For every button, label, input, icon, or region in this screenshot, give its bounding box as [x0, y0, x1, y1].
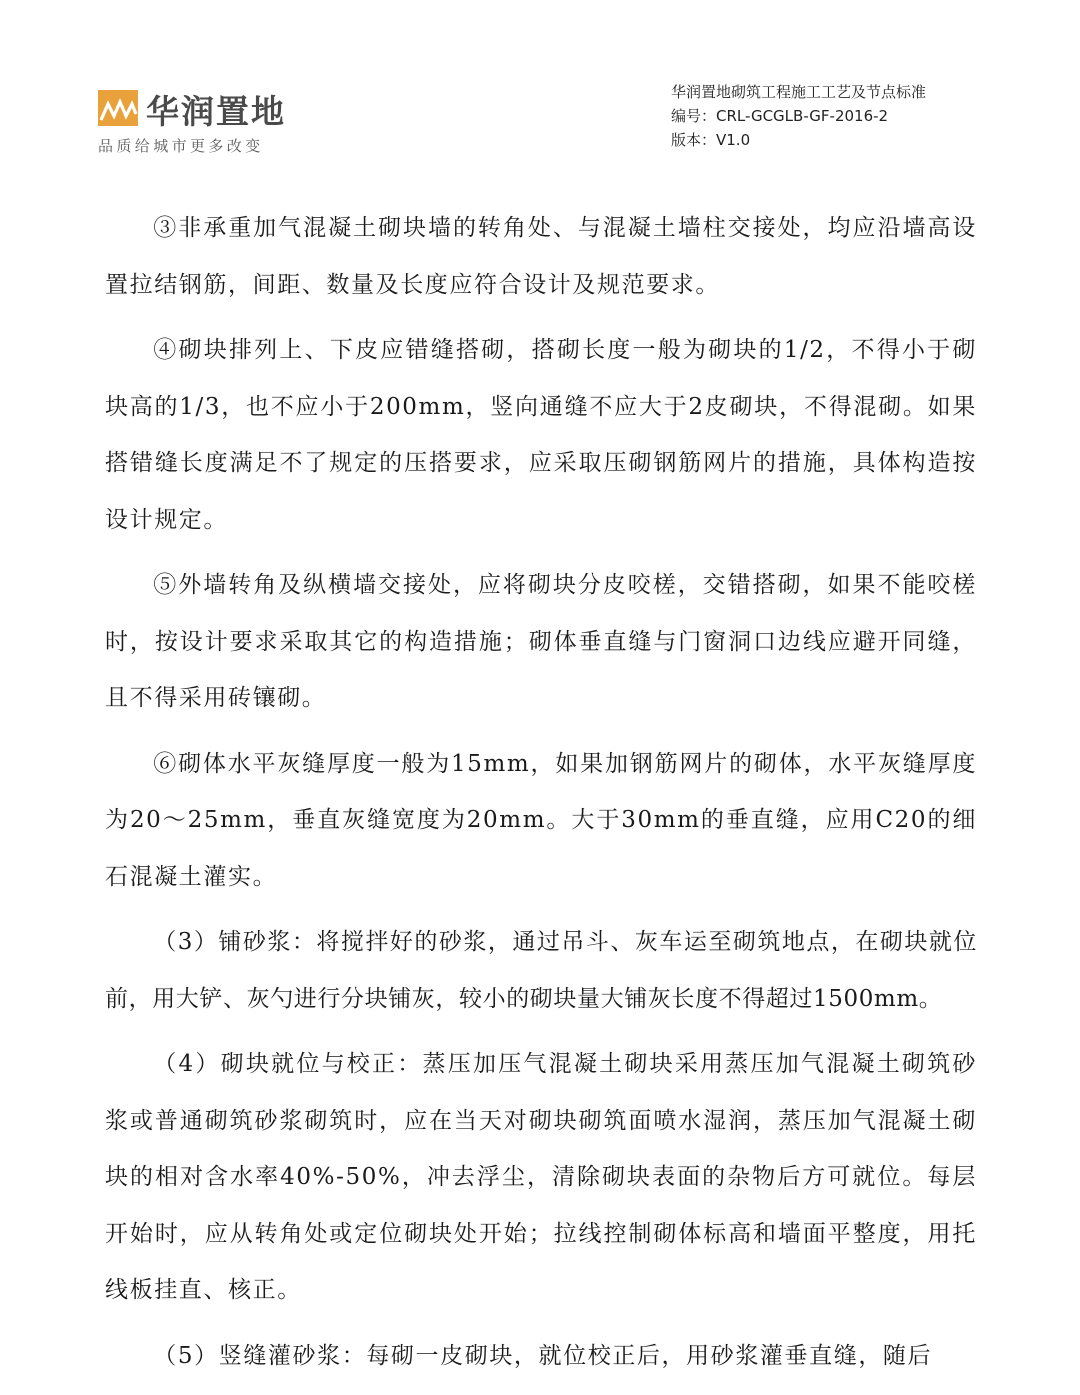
paragraph: ⑥砌体水平灰缝厚度一般为15mm，如果加钢筋网片的砌体，水平灰缝厚度为20～25mm，垂直灰缝宽度为20mm。大于30mm的垂直缝，应用C20的细石混凝土灌实。	[105, 750, 977, 890]
company-logo	[98, 86, 338, 156]
paragraph: （3）铺砂浆：将搅拌好的砂浆，通过吊斗、灰车运至砌筑地点，在砌块就位前，用大铲、灰勺进行分块铺灰，较小的砌块量大铺灰长度不得超过1500mm。	[105, 929, 977, 1012]
document-meta	[671, 80, 926, 152]
paragraph: ⑤外墙转角及纵横墙交接处，应将砌块分皮咬槎，交错搭砌，如果不能咬槎时，按设计要求采取其它的构造措施；砌体垂直缝与门窗洞口边线应避开同缝，且不得采用砖镶砌。	[105, 572, 977, 711]
doc-title: 华润置地砌筑工程施工工艺及节点标准	[671, 83, 927, 101]
logo-slogan: 品质给城市更多改变	[98, 137, 264, 155]
document-body	[105, 200, 977, 1393]
paragraph: ③非承重加气混凝土砌块墙的转角处、与混凝土墙柱交接处，均应沿墙高设置拉结钢筋，间距、数量及长度应符合设计及规范要求。	[105, 215, 977, 298]
logo-name: 华润置地	[146, 92, 286, 131]
paragraph: （4）砌块就位与校正：蒸压加压气混凝土砌块采用蒸压加气混凝土砌筑砂浆或普通砌筑砂浆砌筑时，应在当天对砌块砌筑面喷水湿润，蒸压加气混凝土砌块的相对含水率40%-50%，冲去浮尘，清除砌块表面的杂物后方可就位。每层开始时，应从转角处或定位砌块处开始；拉线控制砌体标高和墙面平整度，用托线板挂直、核正。	[105, 1051, 977, 1303]
logo-mark-icon	[98, 90, 138, 126]
doc-version: 版本：V1.0	[671, 131, 751, 149]
paragraph: （5）竖缝灌砂浆：每砌一皮砌块，就位校正后，用砂浆灌垂直缝，随后	[153, 1342, 933, 1369]
paragraph: ④砌块排列上、下皮应错缝搭砌，搭砌长度一般为砌块的1/2，不得小于砌块高的1/3，也不应小于200mm，竖向通缝不应大于2皮砌块，不得混砌。如果搭错缝长度满足不了规定的压搭要求，应采取压砌钢筋网片的措施，具体构造按设计规定。	[105, 337, 977, 533]
doc-number: 编号：CRL-GCGLB-GF-2016-2	[671, 107, 889, 125]
